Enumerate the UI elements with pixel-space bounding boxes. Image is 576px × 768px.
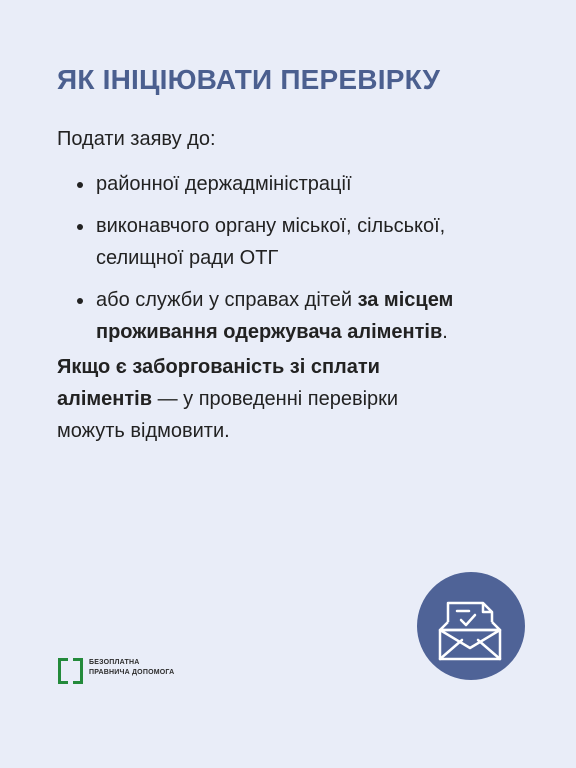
list-item-line-2: селищної ради ОТГ <box>96 247 279 269</box>
list-item-suffix: . <box>442 321 448 343</box>
debt-warning-note <box>57 351 477 447</box>
note-third-line: можуть відмовити. <box>57 420 230 442</box>
brand-logo <box>58 656 228 682</box>
list-item <box>57 168 517 200</box>
note-bold-word: аліментів <box>57 388 153 410</box>
note-second-line <box>57 383 477 415</box>
brand-text <box>89 658 174 678</box>
document-envelope-icon <box>417 572 525 680</box>
intro-text: Подати заяву до: <box>57 128 216 150</box>
submission-options-list <box>57 168 517 358</box>
bullet-icon <box>77 182 83 188</box>
list-item-prefix: або служби у справах дітей <box>96 289 358 311</box>
list-item <box>57 210 517 274</box>
list-item-text: районної держадміністрації <box>96 173 352 195</box>
brand-line-1: БЕЗОПЛАТНА <box>89 659 140 666</box>
brand-line-2: ПРАВНИЧА ДОПОМОГА <box>89 669 175 676</box>
note-bold-line: Якщо є заборгованість зі сплати <box>57 356 380 378</box>
list-item-line-1: виконавчого органу міської, сільської, <box>96 215 446 237</box>
list-item <box>57 284 517 348</box>
bullet-icon <box>77 224 83 230</box>
document-envelope-svg <box>417 572 525 680</box>
bullet-icon <box>77 298 83 304</box>
legal-aid-logo-right-bracket-icon <box>73 658 83 684</box>
page-title: ЯК ІНІЦІЮВАТИ ПЕРЕВІРКУ <box>57 64 441 95</box>
list-item-bold-1: за місцем <box>357 289 454 311</box>
note-rest-text: — у проведенні перевірки <box>152 388 399 410</box>
list-item-bold-2: проживання одержувача аліментів <box>96 321 443 343</box>
legal-aid-logo-left-bracket-icon <box>58 658 68 684</box>
